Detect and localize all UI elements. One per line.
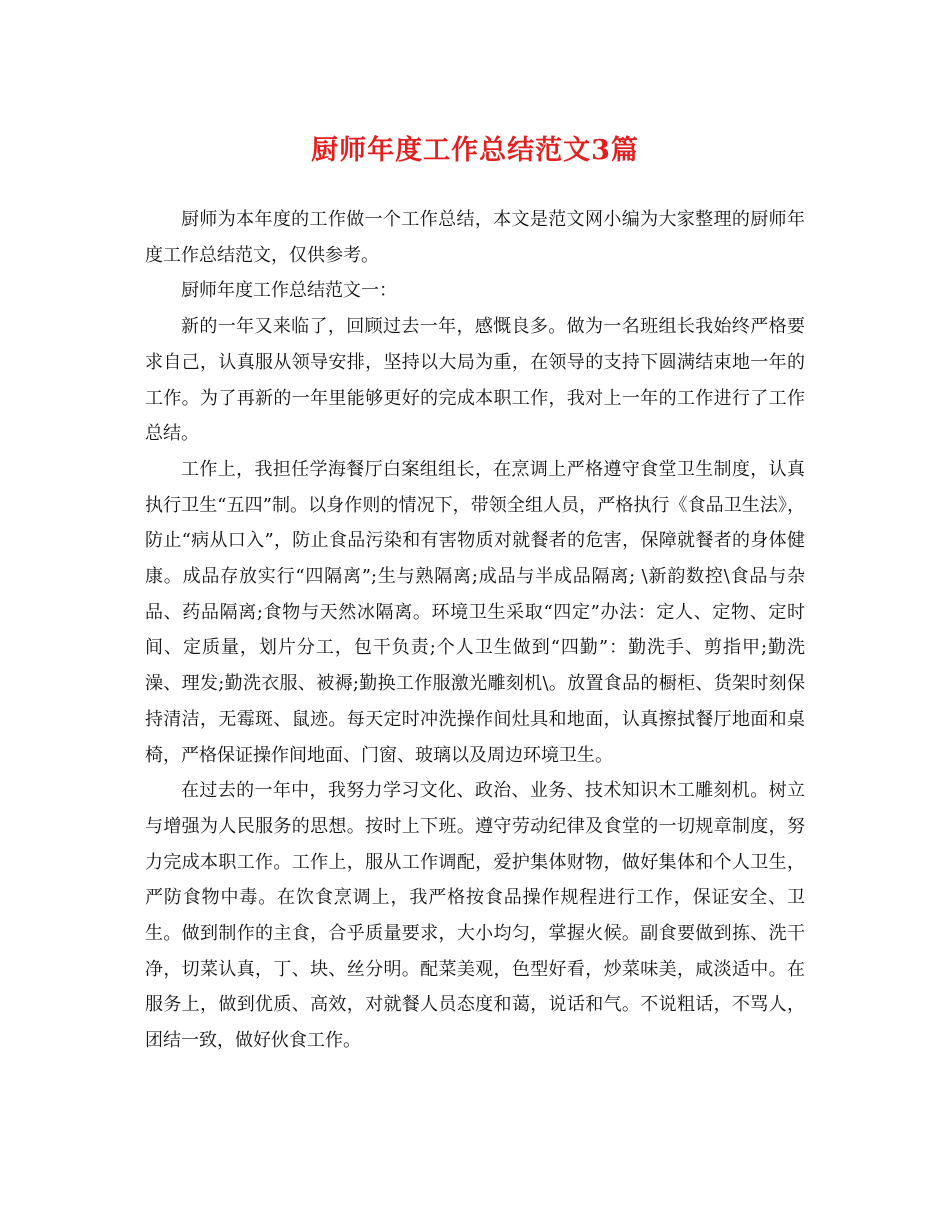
document-body (145, 202, 805, 1059)
paragraph-intro: 厨师为本年度的工作做一个工作总结，本文是范文网小编为大家整理的厨师年度工作总结范文，仅供参考。 (145, 209, 805, 266)
paragraph-section-heading: 厨师年度工作总结范文一： (181, 280, 397, 302)
paragraph-body-3: 在过去的一年中，我努力学习文化、政治、业务、技术知识木工雕刻机。树立与增强为人民服务的思想。按时上下班。遵守劳动纪律及食堂的一切规章制度，努力完成本职工作。工作上，服从工作调配，爱护集体财物，做好集体和个人卫生，严防食物中毒。在饮食烹调上，我严格按食品操作规程进行工作，保证安全、卫生。做到制作的主食，合乎质量要求，大小均匀，掌握火候。副食要做到拣、洗干净，切菜认真，丁、块、丝分明。配菜美观，色型好看，炒菜味美，咸淡适中。在服务上，做到优质、高效，对就餐人员态度和蔼，说话和气。不说粗话，不骂人，团结一致，做好伙食工作。 (145, 780, 805, 1052)
paragraph-body-1: 新的一年又来临了，回顾过去一年，感慨良多。做为一名班组长我始终严格要求自己，认真服从领导安排，坚持以大局为重，在领导的支持下圆满结束地一年的工作。为了再新的一年里能够更好的完成本职工作，我对上一年的工作进行了工作总结。 (145, 316, 805, 445)
paragraph-body-2: 工作上，我担任学海餐厅白案组组长，在烹调上严格遵守食堂卫生制度，认真执行卫生“五四”制。以身作则的情况下，带领全组人员，严格执行《食品卫生法》，防止“病从口入”，防止食品污染和有害物质对就餐者的危害，保障就餐者的身体健康。成品存放实行“四隔离”;生与熟隔离;成品与半成品隔离; \新韵数控\食品与杂品、药品隔离;食物与天然冰隔离。环境卫生采取“四定”办法：定人、定物、定时间、定质量，划片分工，包干负责;个人卫生做到“四勤”：勤洗手、剪指甲;勤洗澡、理发;勤洗衣服、被褥;勤换工作服激光雕刻机\。放置食品的橱柜、货架时刻保持清洁，无霉斑、鼠迹。每天定时冲洗操作间灶具和地面，认真擦拭餐厅地面和桌椅，严格保证操作间地面、门窗、玻璃以及周边环境卫生。 (145, 458, 805, 766)
document-title: 厨师年度工作总结范文3篇 (311, 135, 639, 166)
